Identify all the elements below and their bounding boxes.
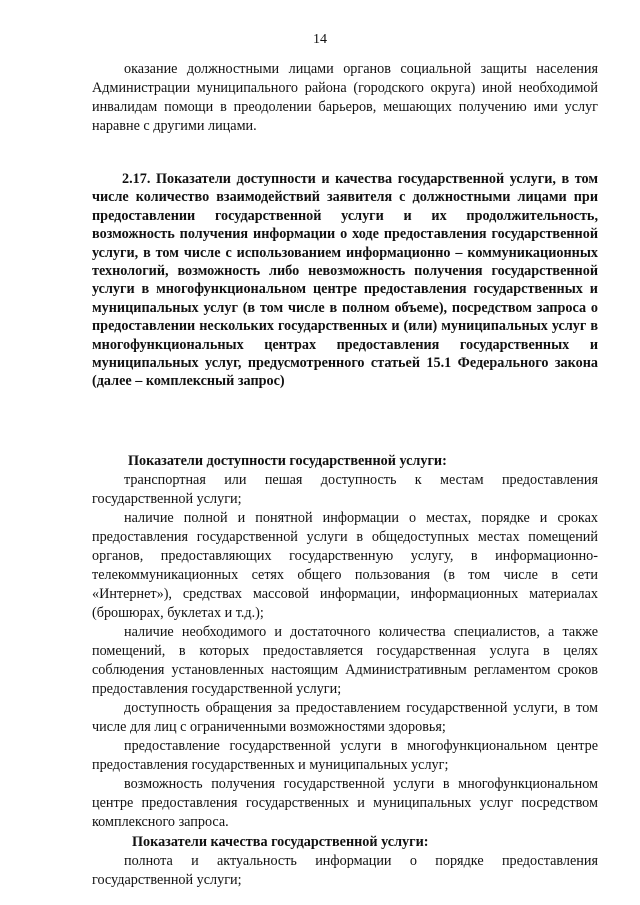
page-number: 14 [313, 32, 327, 47]
document-body [92, 60, 598, 890]
accessibility-heading: Показатели доступности государственной услуги: [128, 452, 447, 469]
list-item: доступность обращения за предоставлением государственной услуги, в том числе для лиц с ограниченными возможностями здоровья; [92, 699, 598, 735]
list-item: предоставление государственной услуги в многофункциональном центре предоставления государственных и муниципальных услуг; [92, 737, 598, 773]
list-item: возможность получения государственной услуги в многофункциональном центре предоставления государственных и муниципальных услуг посредством комплексного запроса. [92, 775, 598, 830]
intro-paragraph: оказание должностными лицами органов социальной защиты населения Администрации муниципального района (городского округа) иной необходимой инвалидам помощи в преодолении барьеров, мешающих получению ими услуг наравне с другими лицами. [92, 61, 598, 134]
quality-list [92, 852, 598, 890]
accessibility-list [92, 471, 598, 832]
list-item: наличие необходимого и достаточного количества специалистов, а также помещений, в которых предоставляется государственная услуга в целях соблюдения установленных настоящим Административным регламентом сроков предоставления государственной услуги; [92, 623, 598, 697]
list-item: полнота и актуальность информации о порядке предоставления государственной услуги; [92, 852, 598, 888]
list-item: транспортная или пешая доступность к местам предоставления государственной услуги; [92, 471, 598, 507]
list-item: наличие полной и понятной информации о местах, порядке и сроках предоставления государственной услуги в общедоступных местах помещений органов, предоставляющих государственную услугу, в информационно-телекоммуникационных сетях общего пользования (в том числе в сети «Интернет»), средствах массовой информации, информационных материалах (брошюрах, буклетах и т.д.); [92, 509, 598, 621]
section-heading: 2.17. Показатели доступности и качества государственной услуги, в том числе количество взаимодействий заявителя с должностными лицами при предоставлении государственной услуги и их продолжительность, возможность получения информации о ходе предоставления государственной услуги, в том числе с использованием информационно – коммуникационных технологий, возможность либо невозможность получения государственной услуги в многофункциональном центре предоставления государственных и муниципальных услуг (в том числе в полном объеме), посредством запроса о предоставлении нескольких государственных и (или) муниципальных услуг в многофункциональных центрах предоставления государственных и муниципальных услуг, предусмотренного статьей 15.1 Федерального закона (далее – комплексный запрос) [92, 171, 598, 390]
quality-heading: Показатели качества государственной услуги: [132, 833, 429, 850]
